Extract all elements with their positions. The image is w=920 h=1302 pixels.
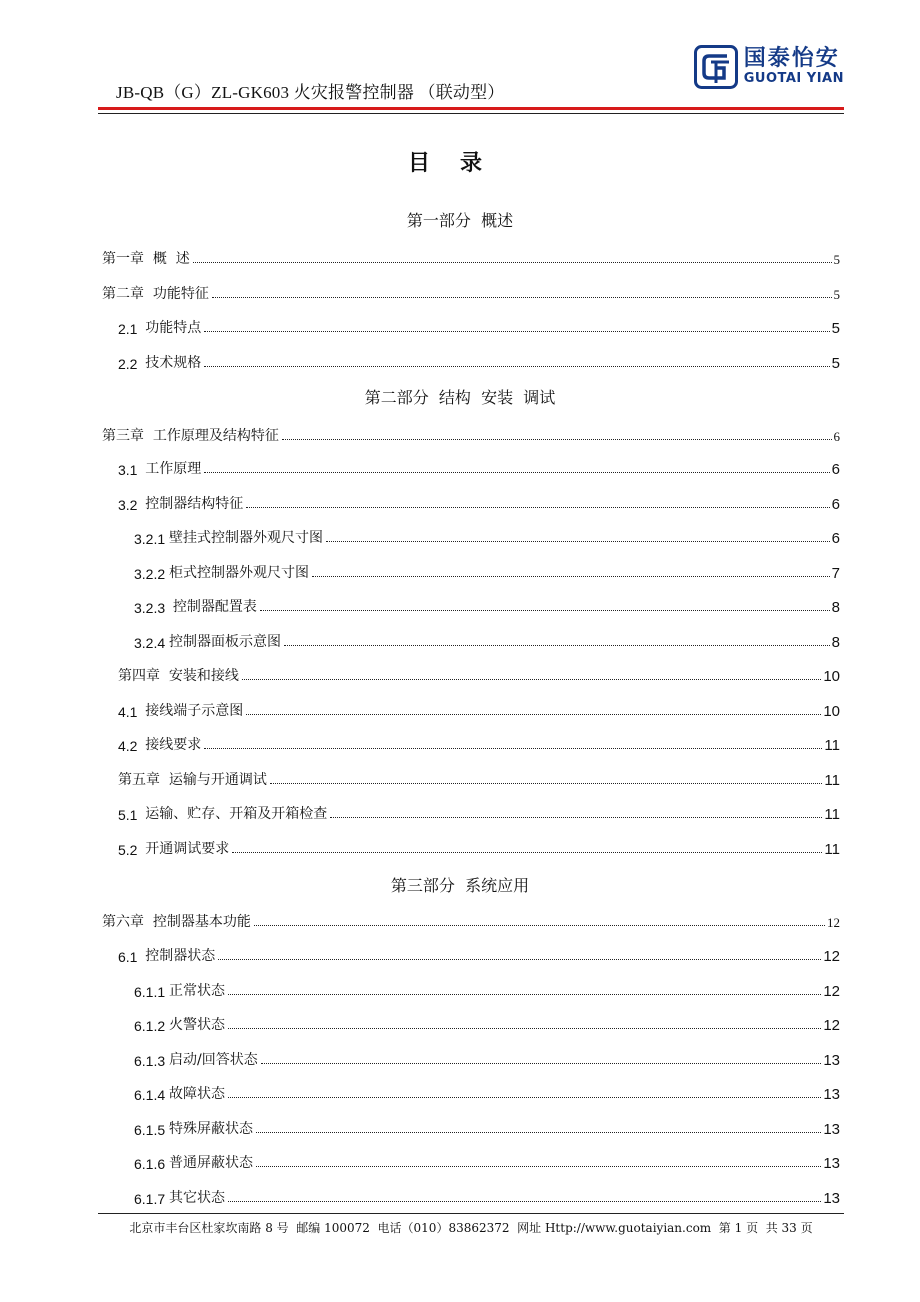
entry-page: 6 xyxy=(831,530,840,547)
entry-page: 7 xyxy=(831,565,840,582)
dot-leader xyxy=(204,471,829,473)
entry-number: 5.2 xyxy=(118,842,146,858)
entry-number: 4.1 xyxy=(118,704,146,720)
toc-entry[interactable] xyxy=(134,1150,840,1172)
dot-leader xyxy=(228,993,821,995)
toc-entry[interactable] xyxy=(118,767,840,789)
dot-leader xyxy=(232,851,822,853)
toc-entry[interactable] xyxy=(134,1116,840,1138)
entry-title: 控制器状态 xyxy=(145,948,216,964)
entry-title: 第一章 概 述 xyxy=(102,251,190,267)
dot-leader xyxy=(284,644,830,646)
header-red-rule xyxy=(98,107,844,110)
dot-leader xyxy=(193,261,832,263)
dot-leader xyxy=(326,540,830,542)
entry-title: 接线端子示意图 xyxy=(145,703,244,719)
entry-page: 13 xyxy=(823,1121,840,1138)
toc-entry[interactable] xyxy=(118,456,840,478)
entry-title: 第二章 功能特征 xyxy=(102,286,209,302)
entry-title: 启动/回答状态 xyxy=(169,1052,258,1068)
entry-title: 壁挂式控制器外观尺寸图 xyxy=(169,530,324,546)
header-thin-rule xyxy=(98,113,844,114)
toc-entry[interactable] xyxy=(118,698,840,720)
entry-title: 控制器配置表 xyxy=(172,599,257,615)
toc-entry[interactable] xyxy=(118,663,840,685)
page-footer: 北京市丰台区杜家坎南路 8 号 邮编 100072 电话（010）83862372 网址 Http://www.guotaiyian.com 第 1 页 共 33 页 xyxy=(129,1221,813,1235)
entry-page: 5 xyxy=(831,320,840,337)
dot-leader xyxy=(242,678,821,680)
toc-entry[interactable] xyxy=(134,1185,840,1207)
toc-entry[interactable] xyxy=(118,836,840,858)
dot-leader xyxy=(212,296,832,298)
entry-number: 6.1.5 xyxy=(134,1122,170,1138)
entry-number: 6.1.7 xyxy=(134,1191,170,1207)
entry-title: 控制器结构特征 xyxy=(145,496,244,512)
dot-leader xyxy=(246,506,829,508)
toc-entry[interactable] xyxy=(102,909,840,931)
entry-number: 3.2.3 xyxy=(134,600,173,616)
entry-page: 12 xyxy=(827,915,840,930)
entry-page: 6 xyxy=(831,496,840,513)
entry-title: 正常状态 xyxy=(169,983,226,999)
dot-leader xyxy=(228,1027,821,1029)
entry-title: 技术规格 xyxy=(145,355,202,371)
part-heading: 第二部分 结构 安装 调试 xyxy=(364,388,556,407)
entry-title: 控制器面板示意图 xyxy=(169,634,282,650)
entry-page: 13 xyxy=(823,1086,840,1103)
dot-leader xyxy=(228,1096,821,1098)
entry-number: 2.2 xyxy=(118,356,146,372)
entry-page: 12 xyxy=(823,1017,840,1034)
toc-entry[interactable] xyxy=(118,491,840,513)
entry-page: 13 xyxy=(823,1155,840,1172)
toc-entry[interactable] xyxy=(118,732,840,754)
entry-number: 6.1 xyxy=(118,949,146,965)
dot-leader xyxy=(256,1131,821,1133)
entry-title: 特殊屏蔽状态 xyxy=(169,1121,254,1137)
dot-leader xyxy=(260,609,830,611)
dot-leader xyxy=(218,958,821,960)
entry-title: 普通屏蔽状态 xyxy=(169,1155,254,1171)
entry-number: 6.1.6 xyxy=(134,1156,170,1172)
dot-leader xyxy=(254,924,825,926)
entry-title: 运输、贮存、开箱及开箱检查 xyxy=(145,806,328,822)
toc-entry[interactable] xyxy=(118,350,840,372)
logo-chinese-name: 国泰怡安 xyxy=(743,46,840,71)
toc-entry[interactable] xyxy=(134,560,840,582)
part-heading: 第一部分 概述 xyxy=(406,211,514,230)
entry-page: 5 xyxy=(833,287,840,302)
dot-leader xyxy=(270,782,823,784)
entry-page: 5 xyxy=(833,252,840,267)
dot-leader xyxy=(204,365,829,367)
entry-number: 6.1.4 xyxy=(134,1087,170,1103)
footer-rule xyxy=(98,1213,844,1214)
entry-page: 10 xyxy=(823,703,840,720)
toc-entry[interactable] xyxy=(102,246,840,268)
toc-entry[interactable] xyxy=(134,978,840,1000)
toc-entry[interactable] xyxy=(118,315,840,337)
entry-page: 11 xyxy=(824,737,840,754)
toc-entry[interactable] xyxy=(134,629,840,651)
entry-page: 11 xyxy=(824,841,840,858)
toc-entry[interactable] xyxy=(102,423,840,445)
toc-entry[interactable] xyxy=(118,801,840,823)
entry-page: 13 xyxy=(823,1190,840,1207)
entry-number: 6.1.2 xyxy=(134,1018,170,1034)
entry-title: 功能特点 xyxy=(145,320,202,336)
entry-title: 柜式控制器外观尺寸图 xyxy=(169,565,310,581)
dot-leader xyxy=(312,575,830,577)
entry-page: 8 xyxy=(831,634,840,651)
entry-page: 12 xyxy=(823,983,840,1000)
entry-number: 6.1.3 xyxy=(134,1053,170,1069)
entry-title: 其它状态 xyxy=(169,1190,226,1206)
dot-leader xyxy=(330,816,822,818)
header-title: JB-QB（G）ZL-GK603 火灾报警控制器 （联动型） xyxy=(116,83,505,102)
dot-leader xyxy=(261,1062,822,1064)
entry-page: 10 xyxy=(823,668,840,685)
entry-number: 3.1 xyxy=(118,462,146,478)
entry-page: 8 xyxy=(831,599,840,616)
entry-title: 火警状态 xyxy=(169,1017,226,1033)
dot-leader xyxy=(256,1165,821,1167)
entry-title: 故障状态 xyxy=(169,1086,226,1102)
entry-page: 13 xyxy=(823,1052,840,1069)
toc-entry[interactable] xyxy=(134,1081,840,1103)
entry-number: 3.2.2 xyxy=(134,566,170,582)
entry-number: 5.1 xyxy=(118,807,146,823)
logo-english-name: GUOTAI YIAN xyxy=(743,71,844,86)
toc-entry[interactable] xyxy=(134,594,840,616)
entry-number: 3.2.4 xyxy=(134,635,170,651)
entry-title: 开通调试要求 xyxy=(145,841,230,857)
dot-leader xyxy=(228,1200,821,1202)
entry-page: 6 xyxy=(831,461,840,478)
toc-entry[interactable] xyxy=(102,281,840,303)
entry-number: 3.2.1 xyxy=(134,531,170,547)
toc-entry[interactable] xyxy=(118,943,840,965)
dot-leader xyxy=(246,713,821,715)
entry-page: 6 xyxy=(833,429,840,444)
company-logo xyxy=(694,42,844,92)
dot-leader xyxy=(204,330,829,332)
entry-title: 第三章 工作原理及结构特征 xyxy=(102,428,279,444)
toc-entry[interactable] xyxy=(134,1047,840,1069)
entry-page: 5 xyxy=(831,355,840,372)
toc-entry[interactable] xyxy=(134,1012,840,1034)
entry-number: 3.2 xyxy=(118,497,146,513)
entry-page: 11 xyxy=(824,806,840,823)
toc-title: 目录 xyxy=(407,151,512,176)
entry-title: 第五章 运输与开通调试 xyxy=(118,772,267,788)
entry-page: 11 xyxy=(824,772,840,789)
part-heading: 第三部分 系统应用 xyxy=(390,876,530,895)
entry-page: 12 xyxy=(823,948,840,965)
entry-title: 接线要求 xyxy=(145,737,202,753)
entry-title: 第四章 安装和接线 xyxy=(118,668,239,684)
entry-title: 第六章 控制器基本功能 xyxy=(102,914,251,930)
entry-title: 工作原理 xyxy=(145,461,202,477)
entry-number: 4.2 xyxy=(118,738,146,754)
toc-entry[interactable] xyxy=(134,525,840,547)
dot-leader xyxy=(204,747,822,749)
entry-number: 6.1.1 xyxy=(134,984,170,1000)
dot-leader xyxy=(282,438,832,440)
entry-number: 2.1 xyxy=(118,321,146,337)
guotai-logo-icon xyxy=(694,45,738,89)
